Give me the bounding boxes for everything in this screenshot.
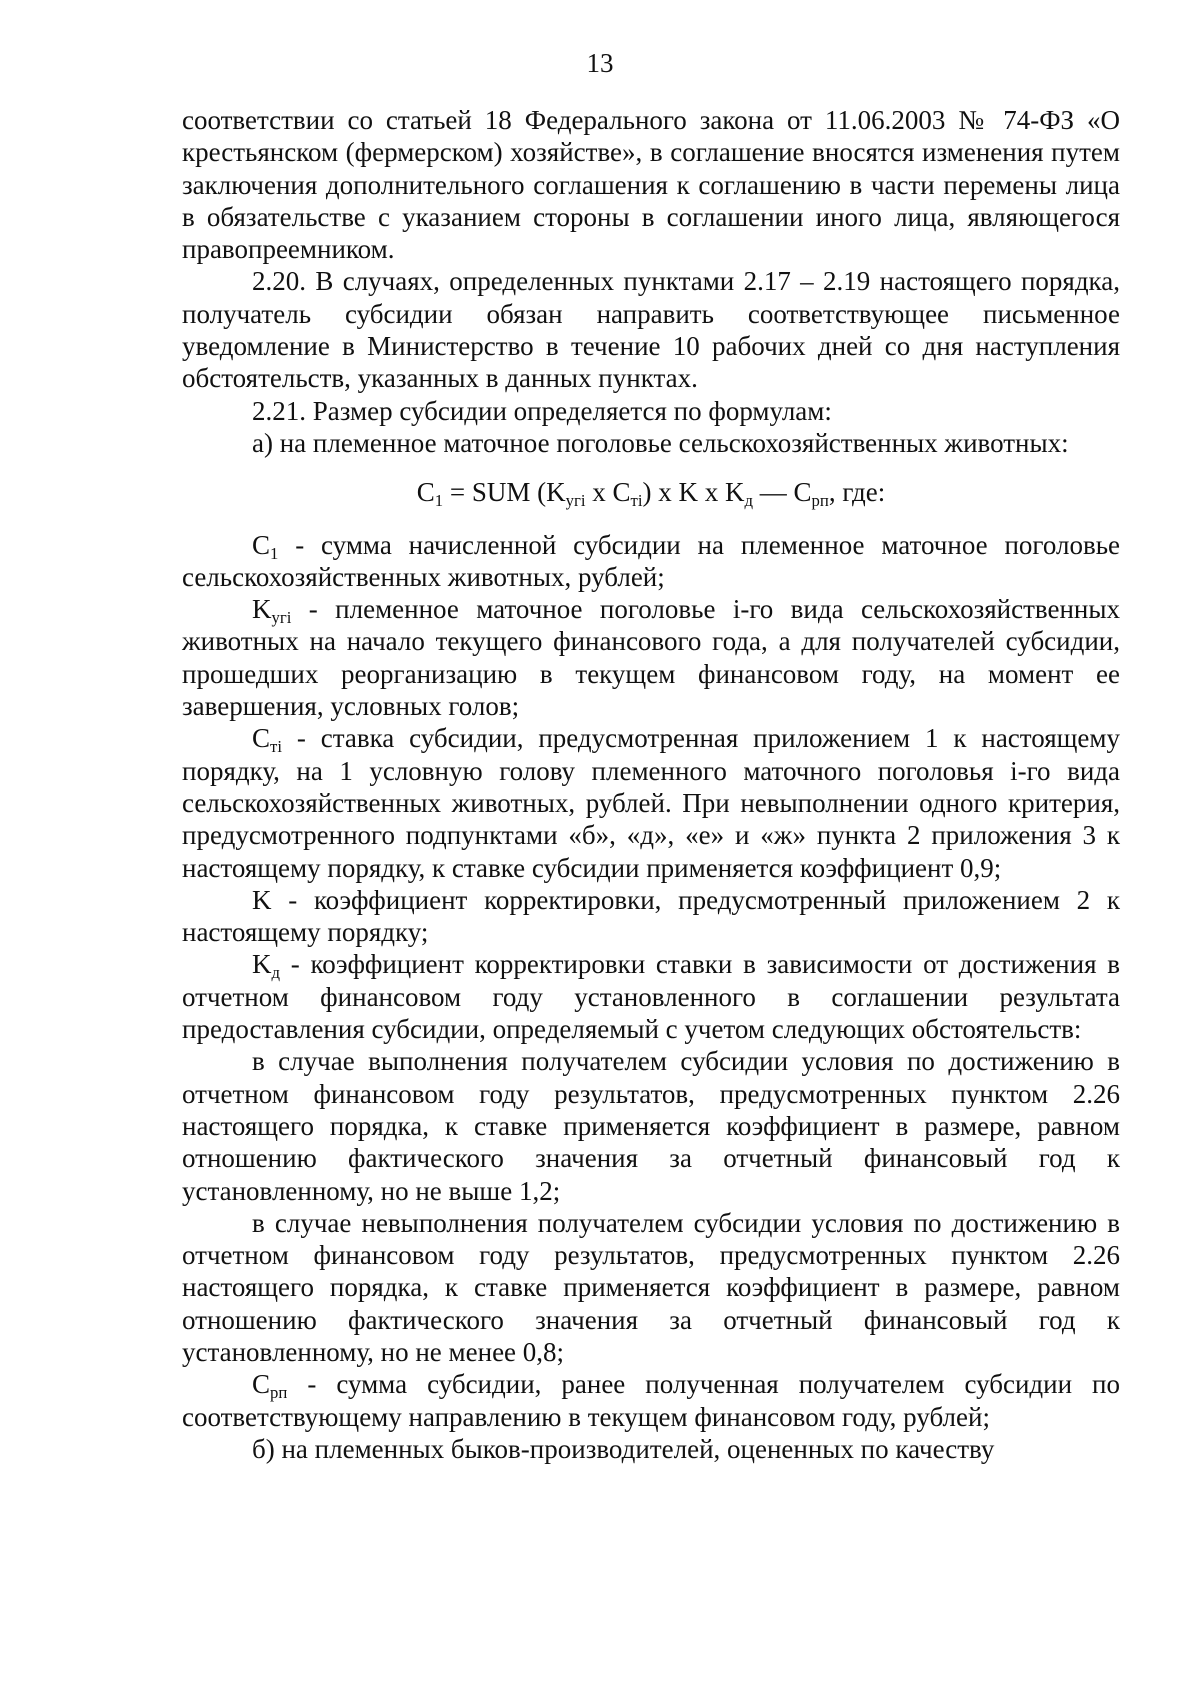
page-number: 13 bbox=[586, 48, 614, 78]
definition-kd bbox=[182, 948, 1120, 1045]
formula-c1 bbox=[182, 476, 1120, 511]
formula-symbol-k: K bbox=[546, 477, 566, 508]
def-symbol-crp: C bbox=[252, 1369, 271, 1400]
paragraph-2-21: 2.21. Размер субсидии определяется по формулам: bbox=[252, 395, 832, 426]
definition-cti bbox=[182, 722, 1120, 883]
definition-k: K - коэффициент корректировки, предусмотренный приложением 2 к настоящему порядку; bbox=[182, 884, 1120, 948]
definition-kygi bbox=[182, 593, 1120, 722]
formula-symbol-c1: C bbox=[416, 477, 435, 508]
formula-subscript-1: 1 bbox=[434, 491, 444, 511]
def-symbol-c1: C bbox=[252, 529, 271, 560]
def-subscript-ti: тi bbox=[270, 737, 282, 757]
def-text-crp: - сумма субсидии, ранее полученная получателем субсидии по соответствующему направлению в текущем финансовом году, рублей; bbox=[182, 1369, 1120, 1432]
formula-tail: , где: bbox=[828, 477, 886, 508]
def-symbol-kd: K bbox=[252, 949, 272, 980]
def-text-kygi: - племенное маточное поголовье i-го вида сельскохозяйственных животных на начало текущего финансового года, а для получателей субсидии, прошедших реорганизацию в текущем финансовом году, на момент ее завершения, условных голов; bbox=[182, 594, 1120, 722]
formula-equals-sum: = SUM ( bbox=[443, 477, 547, 508]
document-body bbox=[182, 104, 1120, 1465]
paragraph-continuation: соответствии со статьей 18 Федерального закона от 11.06.2003 № 74-ФЗ «О крестьянском (фермерском) хозяйстве», в соглашение вносятся изменения путем заключения дополнительного соглашения к соглашению в части перемены лица в обязательстве с указанием стороны в соглашении иного лица, являющегося правопреемником. bbox=[182, 105, 1120, 265]
formula-subscript-ygi: yгi bbox=[565, 491, 586, 511]
formula-rest: ) x K x K bbox=[642, 477, 745, 508]
def-subscript-d: д bbox=[271, 963, 281, 983]
definition-c1 bbox=[182, 529, 1120, 594]
formula-subscript-d: д bbox=[744, 491, 753, 511]
paragraph-b: б) на племенных быков-производителей, оцененных по качеству bbox=[252, 1433, 995, 1464]
def-text-c1: - сумма начисленной субсидии на племенное маточное поголовье сельскохозяйственных животных, рублей; bbox=[182, 529, 1120, 592]
formula-minus-c: — C bbox=[752, 477, 812, 508]
def-subscript-rp: рп bbox=[270, 1383, 288, 1403]
def-subscript-1: 1 bbox=[270, 543, 279, 563]
formula-subscript-rp: рп bbox=[811, 491, 829, 511]
def-text-cti: - ставка субсидии, предусмотренная приложением 1 к настоящему порядку, на 1 условную голову племенного маточного поголовья i-го вида сельскохозяйственных животных, рублей. При невыполнении одного критерия, предусмотренного подпунктами «б», «д», «е» и «ж» пункта 2 приложения 3 к настоящему порядку, к ставке субсидии применяется коэффициент 0,9; bbox=[182, 723, 1120, 883]
def-symbol-k: K bbox=[252, 594, 272, 625]
def-subscript-ygi: yгi bbox=[271, 608, 292, 628]
formula-symbol-c: C bbox=[612, 477, 631, 508]
formula-times: x bbox=[585, 477, 613, 508]
def-symbol-c: C bbox=[252, 723, 271, 754]
case-not-fulfilled: в случае невыполнения получателем субсидии условия по достижению в отчетном финансовом году результатов, предусмотренных пунктом 2.26 настоящего порядка, к ставке применяется коэффициент в размере, равном отношению фактического значения за отчетный финансовый год к установленному, но не менее 0,8; bbox=[182, 1207, 1120, 1367]
def-text-kd: - коэффициент корректировки ставки в зависимости от достижения в отчетном финансовом году установленного в соглашении результата предоставления субсидии, определяемый с учетом следующих обстоятельств: bbox=[182, 949, 1120, 1045]
definition-crp bbox=[182, 1368, 1120, 1433]
formula-subscript-ti: тi bbox=[630, 491, 643, 511]
paragraph-2-20: 2.20. В случаях, определенных пунктами 2.17 – 2.19 настоящего порядка, получатель субсидии обязан направить соответствующее письменное уведомление в Министерство в течение 10 рабочих дней со дня наступления обстоятельств, указанных в данных пунктах. bbox=[182, 266, 1120, 394]
paragraph-a: а) на племенное маточное поголовье сельскохозяйственных животных: bbox=[252, 427, 1069, 458]
case-fulfilled: в случае выполнения получателем субсидии условия по достижению в отчетном финансовом году результатов, предусмотренных пунктом 2.26 настоящего порядка, к ставке применяется коэффициент в размере, равном отношению фактического значения за отчетный финансовый год к установленному, но не выше 1,2; bbox=[182, 1046, 1120, 1206]
